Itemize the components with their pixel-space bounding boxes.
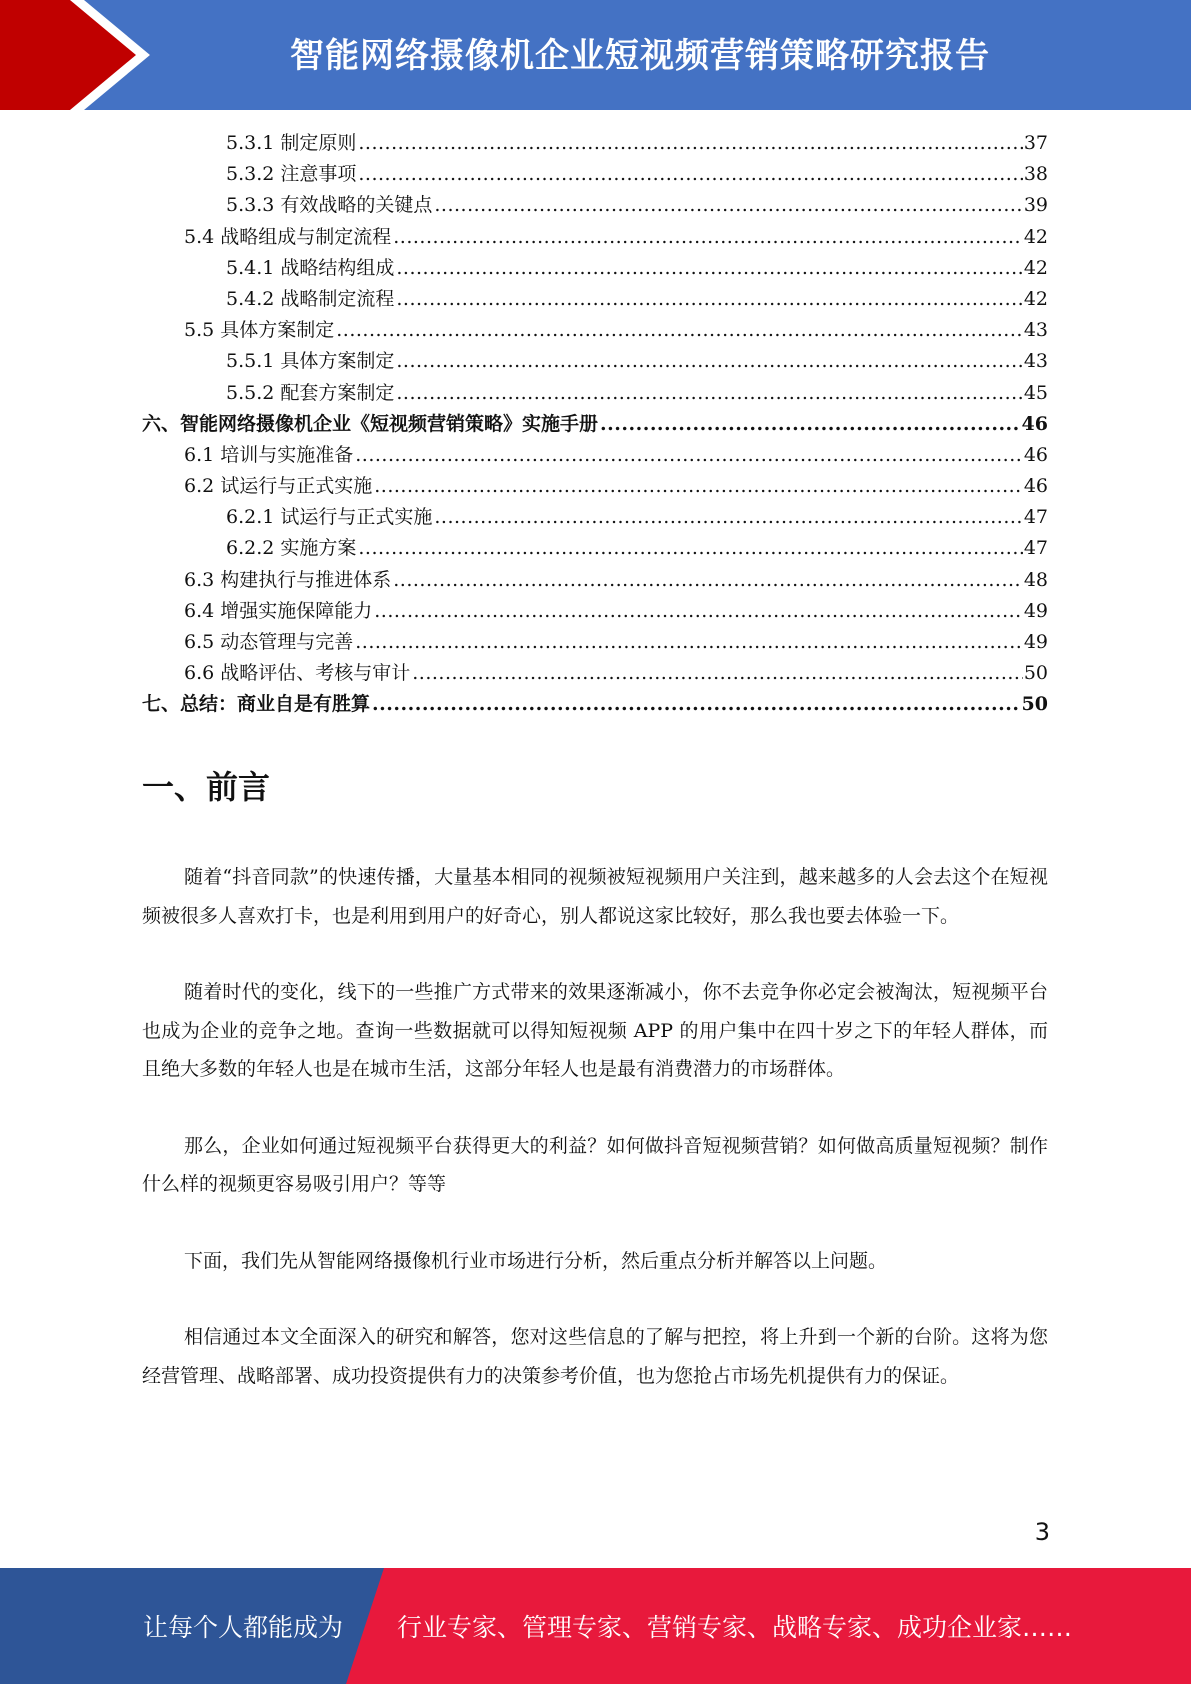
toc-entry-page: 50 bbox=[1021, 693, 1048, 716]
toc-entry[interactable] bbox=[142, 471, 1048, 502]
toc-entry-label: 5.5 具体方案制定 bbox=[184, 319, 335, 342]
footer-banner bbox=[0, 1568, 1191, 1684]
toc-entry-page: 42 bbox=[1023, 256, 1048, 279]
toc-entry-page: 47 bbox=[1023, 537, 1048, 560]
body-paragraph: 随着“抖音同款”的快速传播，大量基本相同的视频被短视频用户关注到，越来越多的人会去这个在短视频被很多人喜欢打卡，也是利用到用户的好奇心，别人都说这家比较好，那么我也要去体验一下。 bbox=[142, 866, 1048, 927]
toc-entry-page: 38 bbox=[1023, 163, 1048, 186]
toc-entry-page: 45 bbox=[1023, 381, 1048, 404]
toc-entry[interactable] bbox=[142, 222, 1048, 253]
toc-entry[interactable] bbox=[142, 502, 1048, 533]
toc-entry-page: 47 bbox=[1023, 506, 1048, 529]
toc-entry[interactable] bbox=[142, 658, 1048, 689]
toc-entry-label: 6.2 试运行与正式实施 bbox=[184, 475, 373, 498]
footer-slogan-right: 行业专家、管理专家、营销专家、战略专家、成功企业家…… bbox=[397, 1613, 1073, 1642]
toc-entry-page: 39 bbox=[1023, 194, 1048, 217]
toc-entry-page: 48 bbox=[1023, 568, 1048, 591]
toc-entry-label: 6.5 动态管理与完善 bbox=[184, 631, 354, 653]
toc-entry-page: 50 bbox=[1023, 662, 1048, 685]
toc-entry-page: 37 bbox=[1023, 132, 1048, 154]
toc-entry-label: 七、总结：商业自是有胜算 bbox=[142, 693, 371, 716]
body-paragraph: 相信通过本文全面深入的研究和解答，您对这些信息的了解与把控，将上升到一个新的台阶。这将为您经营管理、战略部署、成功投资提供有力的决策参考价值，也为您抢占市场先机提供有力的保证。 bbox=[142, 1326, 1048, 1387]
toc-entry-label: 5.3.3 有效战略的关键点 bbox=[226, 194, 433, 217]
table-of-contents bbox=[142, 128, 1048, 721]
toc-leader-dots bbox=[336, 315, 1023, 346]
toc-entry-page: 49 bbox=[1023, 631, 1048, 653]
toc-leader-dots bbox=[374, 596, 1023, 627]
toc-leader-dots bbox=[358, 533, 1022, 564]
toc-entry-label: 5.3.1 制定原则 bbox=[226, 132, 357, 154]
toc-entry-page: 49 bbox=[1023, 599, 1048, 622]
toc-entry-label: 6.2.2 实施方案 bbox=[226, 537, 357, 560]
body-paragraph: 随着时代的变化，线下的一些推广方式带来的效果逐渐减小，你不去竞争你必定会被淘汰，短视频平台也成为企业的竞争之地。查询一些数据就可以得知短视频 APP 的用户集中在四十岁之下的年轻人群体，而且绝大多数的年轻人也是在城市生活，这部分年轻人也是最有消费潜力的市场群体。 bbox=[142, 981, 1048, 1080]
header-banner bbox=[0, 0, 1191, 110]
toc-leader-dots bbox=[434, 190, 1022, 221]
footer-slogan-left: 让每个人都能成为 bbox=[143, 1613, 344, 1642]
toc-entry[interactable] bbox=[142, 190, 1048, 221]
toc-entry-page: 43 bbox=[1023, 319, 1048, 342]
toc-entry[interactable] bbox=[142, 346, 1048, 377]
toc-leader-dots bbox=[358, 128, 1022, 159]
toc-entry[interactable] bbox=[142, 533, 1048, 564]
toc-entry[interactable] bbox=[142, 627, 1048, 658]
section-title: 一、前言 bbox=[142, 768, 271, 806]
toc-leader-dots bbox=[396, 346, 1022, 377]
toc-leader-dots bbox=[396, 253, 1022, 284]
toc-entry-page: 42 bbox=[1023, 225, 1048, 248]
toc-leader-dots bbox=[393, 222, 1023, 253]
toc-entry-label: 5.3.2 注意事项 bbox=[226, 163, 357, 186]
toc-entry[interactable] bbox=[142, 315, 1048, 346]
toc-entry[interactable] bbox=[142, 378, 1048, 409]
toc-leader-dots bbox=[412, 658, 1023, 689]
toc-leader-dots bbox=[355, 440, 1023, 471]
toc-leader-dots bbox=[358, 159, 1022, 190]
toc-entry-label: 6.1 培训与实施准备 bbox=[184, 443, 354, 466]
body-paragraph: 下面，我们先从智能网络摄像机行业市场进行分析，然后重点分析并解答以上问题。 bbox=[184, 1249, 888, 1272]
toc-leader-dots bbox=[396, 284, 1022, 315]
body-paragraph: 那么，企业如何通过短视频平台获得更大的利益？如何做抖音短视频营销？如何做高质量短视频？制作什么样的视频更容易吸引用户？等等 bbox=[142, 1134, 1048, 1195]
toc-leader-dots bbox=[355, 627, 1023, 658]
toc-entry[interactable] bbox=[142, 253, 1048, 284]
toc-entry[interactable] bbox=[142, 128, 1048, 159]
toc-leader-dots bbox=[396, 378, 1022, 409]
toc-leader-dots bbox=[374, 471, 1023, 502]
toc-leader-dots bbox=[372, 689, 1021, 720]
toc-entry-label: 5.5.1 具体方案制定 bbox=[226, 350, 395, 373]
toc-leader-dots bbox=[434, 502, 1022, 533]
toc-entry-label: 6.2.1 试运行与正式实施 bbox=[226, 506, 433, 529]
toc-entry[interactable] bbox=[142, 159, 1048, 190]
toc-entry-page: 43 bbox=[1023, 350, 1048, 373]
toc-entry-label: 六、智能网络摄像机企业《短视频营销策略》实施手册 bbox=[142, 412, 599, 435]
toc-entry-page: 46 bbox=[1023, 475, 1048, 498]
toc-leader-dots bbox=[600, 409, 1021, 440]
toc-entry-label: 6.3 构建执行与推进体系 bbox=[184, 568, 392, 591]
toc-entry[interactable] bbox=[142, 565, 1048, 596]
toc-entry-label: 6.6 战略评估、考核与审计 bbox=[184, 662, 411, 685]
toc-entry-page: 46 bbox=[1023, 443, 1048, 466]
toc-entry-page: 46 bbox=[1021, 412, 1048, 435]
toc-entry-page: 42 bbox=[1023, 287, 1048, 310]
toc-entry[interactable] bbox=[142, 440, 1048, 471]
page-number: 3 bbox=[1034, 1518, 1050, 1546]
toc-entry[interactable] bbox=[142, 689, 1048, 720]
toc-entry-label: 5.4.2 战略制定流程 bbox=[226, 287, 395, 310]
toc-entry-label: 5.4 战略组成与制定流程 bbox=[184, 225, 392, 248]
toc-entry-label: 5.5.2 配套方案制定 bbox=[226, 381, 395, 404]
toc-leader-dots bbox=[393, 565, 1023, 596]
toc-entry[interactable] bbox=[142, 284, 1048, 315]
toc-entry-label: 6.4 增强实施保障能力 bbox=[184, 599, 373, 622]
body-text bbox=[142, 858, 1048, 1433]
header-title: 智能网络摄像机企业短视频营销策略研究报告 bbox=[290, 36, 990, 76]
toc-entry-label: 5.4.1 战略结构组成 bbox=[226, 256, 395, 279]
toc-entry[interactable] bbox=[142, 409, 1048, 440]
toc-entry[interactable] bbox=[142, 596, 1048, 627]
